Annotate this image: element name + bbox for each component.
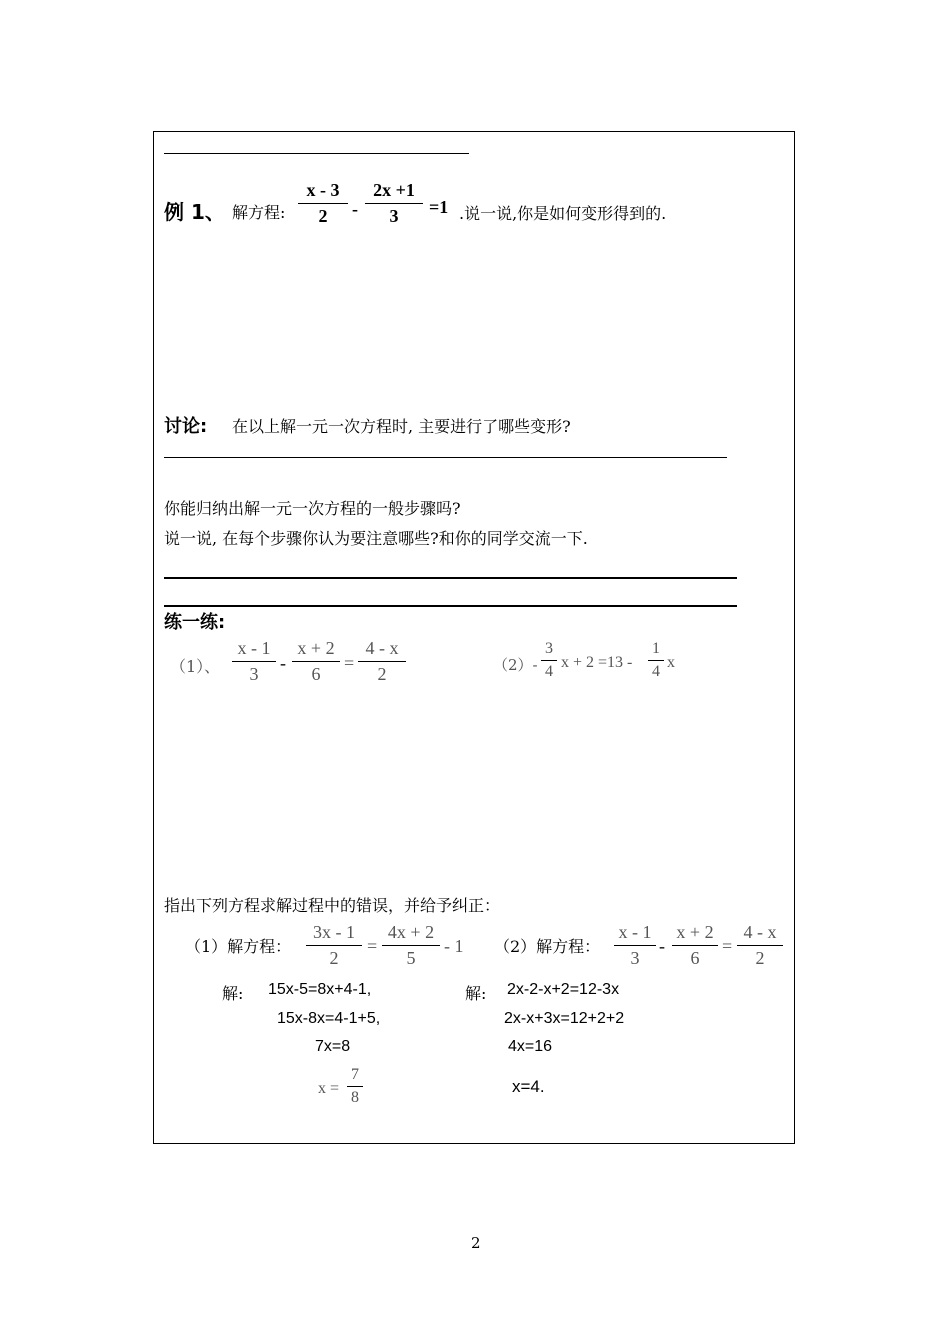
solution-2-step-4: x=4. — [512, 1077, 545, 1096]
example1-minus: - — [352, 199, 358, 219]
practice-1-fraction-1 — [232, 638, 276, 685]
errors-q1-label: （1）解方程： — [185, 937, 292, 956]
practice-2-end: x — [667, 654, 675, 671]
denominator: 8 — [351, 1089, 359, 1106]
numerator: x + 2 — [676, 922, 714, 942]
denominator: 5 — [406, 948, 416, 968]
solution-2-step-2: 2x-x+3x=12+2+2 — [504, 1010, 625, 1027]
solution-2-step-1: 2x-2-x+2=12-3x — [507, 981, 620, 998]
solution-1-x-equals: x = — [318, 1080, 340, 1097]
errors-q1-fraction-1 — [306, 922, 362, 969]
numerator: 3x - 1 — [313, 922, 355, 942]
denominator: 2 — [377, 664, 387, 684]
solution-1-label: 解: — [222, 984, 244, 1003]
numerator: 3 — [545, 640, 553, 657]
fraction-bar — [298, 203, 348, 204]
practice-title: 练一练: — [164, 612, 226, 633]
solution-1-step-3: 7x=8 — [315, 1038, 351, 1055]
discussion-label-text: 讨论 — [164, 416, 200, 437]
numerator: x - 1 — [618, 922, 652, 942]
practice-1-minus: - — [280, 653, 286, 673]
fraction-bar — [232, 661, 276, 662]
example1-prompt: 解方程: — [232, 203, 286, 222]
practice-2-middle: x + 2 =13 - — [561, 654, 633, 671]
denominator: 3 — [630, 948, 640, 968]
practice-2-fraction-2 — [648, 640, 664, 681]
practice-1-fraction-3 — [358, 638, 406, 685]
numerator: 4 - x — [365, 638, 399, 658]
numerator: 4x + 2 — [387, 922, 435, 942]
example1-label: 例 1、 — [164, 200, 225, 224]
fraction-bar — [365, 203, 423, 204]
errors-q2-equals: = — [722, 936, 733, 956]
fraction-bar — [382, 945, 440, 946]
summary-line-1: 你能归纳出解一元一次方程的一般步骤吗? — [164, 499, 461, 518]
fraction-bar — [541, 660, 557, 661]
numerator: x + 2 — [297, 638, 335, 658]
errors-q1-equals: = — [367, 936, 378, 956]
practice-1-equals: = — [344, 653, 355, 673]
discussion-colon: : — [200, 416, 208, 437]
errors-q2-fraction-1 — [614, 922, 656, 969]
example1-tail: .说一说,你是如何变形得到的. — [459, 204, 667, 223]
errors-q2-fraction-3 — [737, 922, 783, 969]
example1-frac1-denominator: 2 — [318, 206, 328, 226]
errors-title: 指出下列方程求解过程中的错误，并给予纠正： — [164, 896, 501, 915]
discussion-label — [164, 412, 207, 438]
errors-q2-minus: - — [659, 936, 665, 956]
practice-2-fraction-1 — [541, 640, 557, 681]
example1-equals-one: =1 — [429, 197, 449, 217]
fraction-bar — [292, 661, 340, 662]
example1-frac2-numerator: 2x +1 — [373, 180, 415, 200]
example1-fraction-2 — [365, 180, 423, 227]
fraction-bar — [648, 660, 664, 661]
solution-1-step-1: 15x-5=8x+4-1, — [268, 981, 372, 998]
numerator: 1 — [652, 640, 660, 657]
errors-q1-tail: - 1 — [444, 936, 464, 956]
denominator: 4 — [545, 663, 553, 680]
example1-frac1-numerator: x - 3 — [306, 180, 340, 200]
denominator: 6 — [311, 664, 321, 684]
fraction-bar — [614, 945, 656, 946]
discussion-answer-line — [164, 457, 727, 458]
denominator: 4 — [652, 663, 660, 680]
page-number: 2 — [471, 1234, 481, 1252]
denominator: 3 — [249, 664, 259, 684]
answer-line-top — [164, 153, 469, 154]
solution-1-fraction — [347, 1066, 363, 1107]
denominator: 2 — [755, 948, 765, 968]
denominator: 2 — [329, 948, 339, 968]
summary-line-2: 说一说, 在每个步骤你认为要注意哪些?和你的同学交流一下. — [164, 529, 588, 548]
errors-q2-label: （2）解方程： — [494, 937, 601, 956]
practice-1-fraction-2 — [292, 638, 340, 685]
discussion-text: 在以上解一元一次方程时, 主要进行了哪些变形? — [232, 417, 571, 436]
fraction-bar — [358, 661, 406, 662]
fraction-bar — [737, 945, 783, 946]
example1-fraction-1 — [298, 180, 348, 227]
fraction-bar — [306, 945, 362, 946]
practice-1-label: （1）、 — [170, 657, 221, 676]
fraction-bar — [347, 1086, 363, 1087]
summary-answer-line-1 — [164, 577, 737, 579]
summary-answer-line-2 — [164, 605, 737, 607]
fraction-bar — [672, 945, 718, 946]
solution-1-step-2: 15x-8x=4-1+5, — [277, 1010, 381, 1027]
solution-2-label: 解: — [465, 984, 487, 1003]
numerator: 4 - x — [743, 922, 777, 942]
numerator: 7 — [351, 1066, 359, 1083]
example1-frac2-denominator: 3 — [389, 206, 399, 226]
solution-2-step-3: 4x=16 — [508, 1038, 553, 1055]
numerator: x - 1 — [237, 638, 271, 658]
practice-2-label: （2）- — [493, 656, 538, 674]
errors-q1-fraction-2 — [382, 922, 440, 969]
denominator: 6 — [690, 948, 700, 968]
errors-q2-fraction-2 — [672, 922, 718, 969]
